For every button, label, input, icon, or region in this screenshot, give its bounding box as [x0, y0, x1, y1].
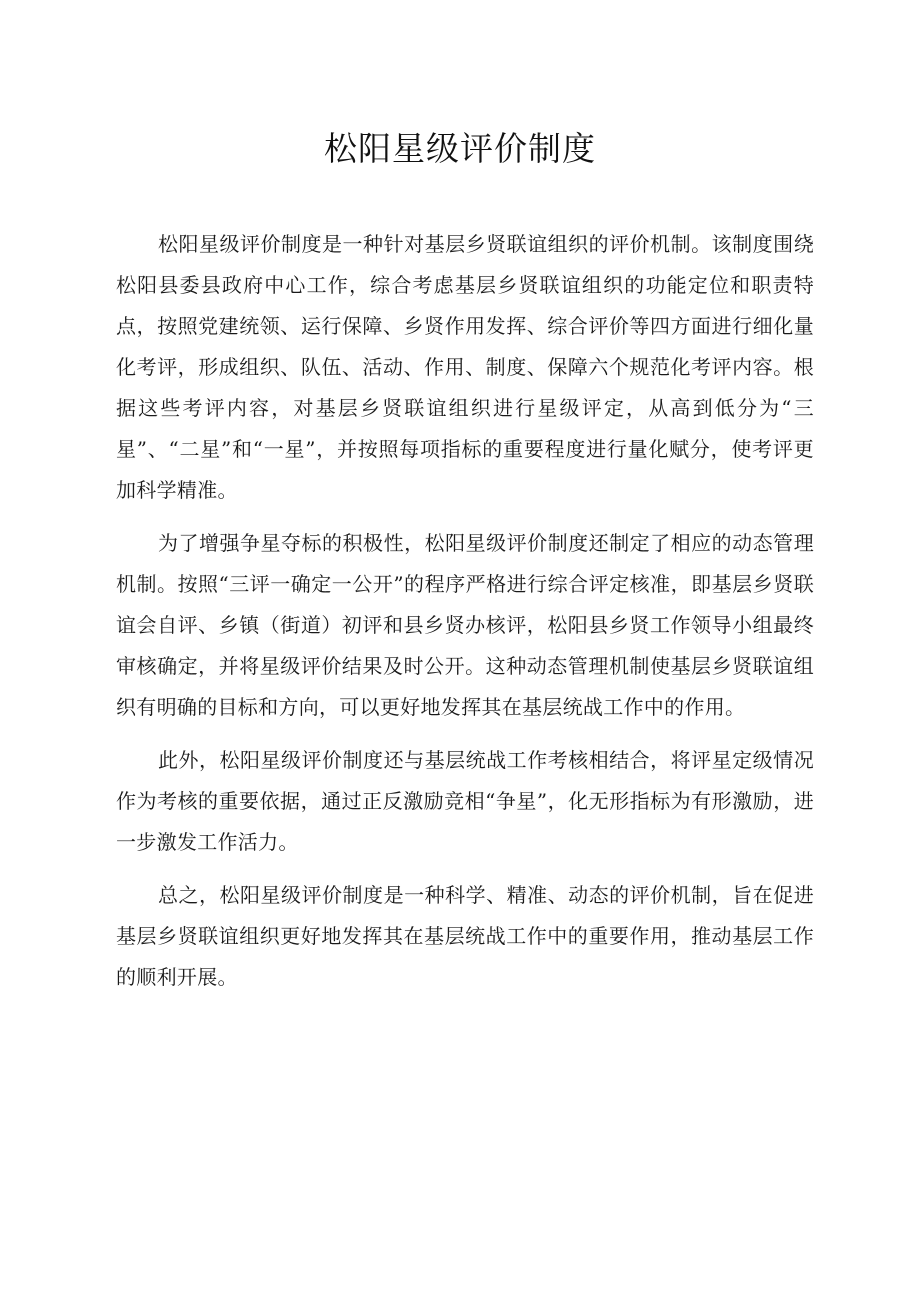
page-title: 松阳星级评价制度: [324, 129, 596, 168]
paragraph-1: 松阳星级评价制度是一种针对基层乡贤联谊组织的评价机制。该制度围绕松阳县委县政府中心工作，综合考虑基层乡贤联谊组织的功能定位和职责特点，按照党建统领、运行保障、乡贤作用发挥、综合评价等四方面进行细化量化考评，形成组织、队伍、活动、作用、制度、保障六个规范化考评内容。根据这些考评内容，对基层乡贤联谊组织进行星级评定，从高到低分为“三星”、“二星”和“一星”，并按照每项指标的重要程度进行量化赋分，使考评更加科学精准。: [116, 232, 814, 502]
paragraph-3: 此外，松阳星级评价制度还与基层统战工作考核相结合，将评星定级情况作为考核的重要依据，通过正反激励竞相“争星”，化无形指标为有形激励，进一步激发工作活力。: [116, 748, 814, 854]
paragraph-4: 总之，松阳星级评价制度是一种科学、精准、动态的评价机制，旨在促进基层乡贤联谊组织更好地发挥其在基层统战工作中的重要作用，推动基层工作的顺利开展。: [116, 883, 814, 989]
document-body: [116, 224, 814, 1010]
paragraph-2: 为了增强争星夺标的积极性，松阳星级评价制度还制定了相应的动态管理机制。按照“三评一确定一公开”的程序严格进行综合评定核准，即基层乡贤联谊会自评、乡镇（街道）初评和县乡贤办核评，松阳县乡贤工作领导小组最终审核确定，并将星级评价结果及时公开。这种动态管理机制使基层乡贤联谊组织有明确的目标和方向，可以更好地发挥其在基层统战工作中的作用。: [116, 531, 814, 719]
